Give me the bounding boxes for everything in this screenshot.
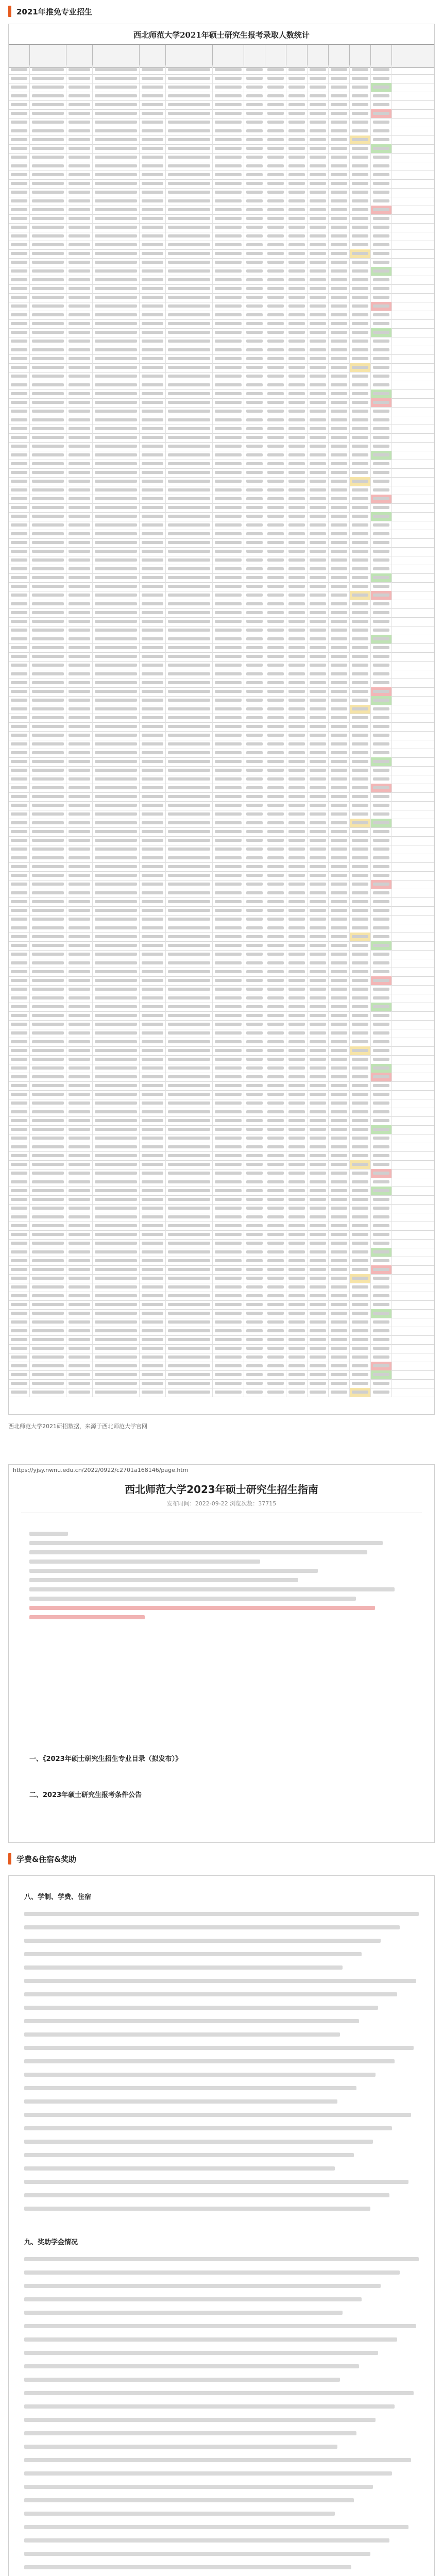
- table-row: [9, 512, 434, 521]
- table-row: [9, 775, 434, 784]
- table-row: [9, 381, 434, 390]
- table-row: [9, 468, 434, 478]
- table-row: [9, 188, 434, 197]
- text-line: [24, 2166, 335, 2171]
- table-row: [9, 1257, 434, 1266]
- guide-meta: 发布时间：2022-09-22 浏览次数：37715: [166, 1500, 277, 1507]
- table-row: [9, 1081, 434, 1091]
- table-row: [9, 950, 434, 959]
- text-line: [24, 2086, 356, 2090]
- table-row: [9, 565, 434, 574]
- table-row: [9, 836, 434, 845]
- table-row: [9, 1143, 434, 1152]
- table-row: [9, 582, 434, 591]
- table-row: [9, 556, 434, 565]
- table-row: [9, 109, 434, 118]
- table-row: [9, 687, 434, 697]
- table-row: [9, 705, 434, 714]
- text-line: [24, 2193, 389, 2197]
- table-row: [9, 144, 434, 154]
- table-row: [9, 1274, 434, 1283]
- heading-nine: 九、奖助学金情况: [24, 2239, 78, 2246]
- text-line: [24, 2126, 392, 2130]
- table-row: [9, 600, 434, 609]
- text-line: [24, 2431, 356, 2435]
- text-line: [24, 2498, 354, 2502]
- table-row: [9, 617, 434, 626]
- table-row: [9, 784, 434, 793]
- text-line: [24, 2073, 376, 2077]
- table-row: [9, 425, 434, 434]
- table-row: [9, 258, 434, 267]
- table-row: [9, 503, 434, 513]
- table-row: [9, 1370, 434, 1380]
- table-row: [9, 714, 434, 723]
- section-bar-icon: [8, 1853, 11, 1865]
- table-row: [9, 827, 434, 837]
- table-row: [9, 722, 434, 732]
- guide-notes: [29, 1527, 414, 1624]
- table-row: [9, 118, 434, 127]
- table-row: [9, 1353, 434, 1362]
- table-row: [9, 819, 434, 828]
- text-line: [24, 2006, 378, 2010]
- table-row: [9, 1125, 434, 1134]
- section-bar-icon: [8, 6, 11, 17]
- text-line: [24, 2099, 337, 2104]
- text-line: [24, 2324, 416, 2328]
- table-row: [9, 389, 434, 399]
- table-row: [9, 679, 434, 688]
- text-line: [24, 2337, 397, 2342]
- table-row: [9, 284, 434, 294]
- table-row: [9, 521, 434, 530]
- text-line: [24, 2351, 378, 2355]
- text-line: [24, 2180, 408, 2184]
- table-row: [9, 337, 434, 346]
- table-row: [9, 547, 434, 556]
- table-row: [9, 206, 434, 215]
- table-row: [9, 197, 434, 206]
- table-row: [9, 1090, 434, 1099]
- text-line: [24, 1925, 400, 1929]
- section-header-scholarship: [8, 1852, 76, 1866]
- admission-table-image: [8, 24, 435, 1415]
- table-row: [9, 328, 434, 337]
- table-row: [9, 372, 434, 381]
- table-row: [9, 398, 434, 408]
- table-row: [9, 749, 434, 758]
- table-row: [9, 731, 434, 740]
- table-title: 西北师范大学2021年硕士研究生报考录取人数统计: [9, 24, 434, 45]
- text-line: [24, 2565, 351, 2569]
- text-line: [24, 2207, 370, 2211]
- table-row: [9, 801, 434, 810]
- text-line: [24, 2019, 359, 2023]
- table-row: [9, 941, 434, 951]
- table-row: [9, 915, 434, 924]
- table-row: [9, 311, 434, 320]
- table-row: [9, 83, 434, 92]
- table-row: [9, 933, 434, 942]
- table-row: [9, 1108, 434, 1117]
- table-row: [9, 214, 434, 224]
- table-row: [9, 1038, 434, 1047]
- table-row: [9, 153, 434, 162]
- text-line: [24, 2364, 359, 2368]
- table-row: [9, 65, 434, 75]
- guide-item-two: 二、2023年硕士研究生报考条件公告: [29, 1791, 142, 1799]
- table-row: [9, 1362, 434, 1371]
- table-row: [9, 442, 434, 451]
- table-row: [9, 889, 434, 898]
- text-line: [24, 1952, 362, 1956]
- table-row: [9, 968, 434, 977]
- table-row: [9, 792, 434, 802]
- table-row: [9, 924, 434, 933]
- table-row: [9, 223, 434, 232]
- table-row: [9, 302, 434, 311]
- table-row: [9, 1187, 434, 1196]
- table-row: [9, 74, 434, 83]
- table-row: [9, 486, 434, 495]
- table-row: [9, 407, 434, 416]
- table-row: [9, 1344, 434, 1353]
- table-row: [9, 1046, 434, 1056]
- table-row: [9, 1309, 434, 1318]
- text-line: [24, 2404, 395, 2409]
- table-row: [9, 276, 434, 285]
- table-row: [9, 757, 434, 767]
- table-row: [9, 1064, 434, 1073]
- text-line: [24, 2257, 419, 2261]
- table-caption: 西北师范大学2021研招数据，来源于西北师范大学官网: [8, 1423, 147, 1430]
- table-row: [9, 696, 434, 705]
- table-row: [9, 460, 434, 469]
- text-line: [24, 2512, 335, 2516]
- table-row: [9, 661, 434, 670]
- text-line: [24, 1979, 416, 1983]
- text-line: [24, 2270, 400, 2275]
- text-line: [24, 2525, 408, 2529]
- text-line: [24, 2552, 370, 2556]
- table-row: [9, 766, 434, 775]
- table-row: [9, 1239, 434, 1248]
- table-row: [9, 1029, 434, 1038]
- table-row: [9, 100, 434, 110]
- table-row: [9, 1300, 434, 1310]
- guide-image: [8, 1464, 435, 1843]
- table-row: [9, 1335, 434, 1345]
- section-title: 学费&住宿&奖助: [16, 1854, 77, 1864]
- text-line: [24, 2297, 362, 2301]
- table-row: [9, 92, 434, 101]
- table-row: [9, 127, 434, 136]
- table-row: [9, 1222, 434, 1231]
- table-row: [9, 179, 434, 189]
- table-row: [9, 1073, 434, 1082]
- section-title: 2021年推免专业招生: [16, 7, 92, 16]
- table-row: [9, 1213, 434, 1222]
- table-row: [9, 354, 434, 364]
- table-row: [9, 1195, 434, 1205]
- text-line: [24, 2418, 376, 2422]
- text-line: [24, 2153, 354, 2157]
- table-row: [9, 530, 434, 539]
- table-row: [9, 232, 434, 241]
- text-line: [24, 2458, 411, 2462]
- text-line: [24, 2391, 414, 2395]
- table-row: [9, 1134, 434, 1143]
- text-line: [24, 2538, 389, 2543]
- text-line: [24, 2032, 340, 2037]
- table-row: [9, 241, 434, 250]
- table-row: [9, 1388, 434, 1397]
- table-row: [9, 162, 434, 171]
- table-row: [9, 985, 434, 994]
- guide-url: https://yjsy.nwnu.edu.cn/2022/0922/c2701a168146/page.htm: [13, 1467, 189, 1473]
- table-row: [9, 880, 434, 889]
- table-row: [9, 1003, 434, 1012]
- table-row: [9, 959, 434, 968]
- table-row: [9, 433, 434, 443]
- text-line: [24, 2471, 392, 2476]
- table-row: [9, 854, 434, 863]
- table-row: [9, 1116, 434, 1126]
- heading-eight: 八、学制、学费、住宿: [24, 1893, 92, 1901]
- table-row: [9, 1379, 434, 1388]
- table-row: [9, 495, 434, 504]
- table-row: [9, 1169, 434, 1178]
- table-row: [9, 477, 434, 486]
- table-row: [9, 897, 434, 907]
- text-line: [24, 2113, 411, 2117]
- table-row: [9, 626, 434, 635]
- table-row: [9, 171, 434, 180]
- scholarship-image: [8, 1875, 435, 2576]
- text-line: [24, 2046, 414, 2050]
- text-line: [24, 2445, 337, 2449]
- table-row: [9, 670, 434, 679]
- table-row: [9, 652, 434, 662]
- text-line: [24, 2140, 373, 2144]
- table-row: [9, 1318, 434, 1327]
- guide-item-one: 一、《2023年硕士研究生招生专业目录（拟发布）》: [29, 1755, 182, 1763]
- text-line: [24, 2485, 373, 2489]
- table-row: [9, 363, 434, 372]
- table-row: [9, 1151, 434, 1161]
- table-row: [9, 635, 434, 644]
- text-line: [24, 1965, 343, 1970]
- table-row: [9, 810, 434, 819]
- table-row: [9, 1178, 434, 1187]
- text-line: [24, 1912, 419, 1916]
- table-row: [9, 906, 434, 916]
- table-row: [9, 135, 434, 145]
- table-row: [9, 643, 434, 653]
- text-line: [24, 2059, 395, 2063]
- table-row: [9, 1099, 434, 1108]
- table-row: [9, 994, 434, 1003]
- text-line: [24, 2311, 343, 2315]
- table-row: [9, 608, 434, 618]
- table-row: [9, 267, 434, 276]
- table-row: [9, 249, 434, 259]
- table-row: [9, 416, 434, 425]
- guide-title: 西北师范大学2023年硕士研究生招生指南: [125, 1483, 318, 1496]
- table-row: [9, 591, 434, 600]
- table-row: [9, 451, 434, 460]
- table-row: [9, 1020, 434, 1029]
- table-row: [9, 319, 434, 329]
- text-line: [24, 1939, 381, 1943]
- table-row: [9, 1204, 434, 1213]
- table-row: [9, 1265, 434, 1275]
- table-row: [9, 976, 434, 986]
- table-row: [9, 1327, 434, 1336]
- table-row: [9, 862, 434, 872]
- table-row: [9, 346, 434, 355]
- table-row: [9, 538, 434, 548]
- table-row: [9, 1248, 434, 1257]
- section-header-table: [8, 4, 92, 19]
- table-header-row: [9, 45, 434, 68]
- table-row: [9, 1011, 434, 1021]
- table-row: [9, 1230, 434, 1240]
- text-line: [24, 1992, 397, 1996]
- table-row: [9, 293, 434, 302]
- table-row: [9, 740, 434, 749]
- table-row: [9, 1160, 434, 1170]
- table-row: [9, 1292, 434, 1301]
- table-row: [9, 871, 434, 880]
- text-line: [24, 2378, 340, 2382]
- text-line: [24, 2284, 381, 2288]
- table-row: [9, 1055, 434, 1064]
- table-row: [9, 573, 434, 583]
- table-row: [9, 1283, 434, 1292]
- table-body: [9, 65, 434, 1414]
- table-row: [9, 845, 434, 854]
